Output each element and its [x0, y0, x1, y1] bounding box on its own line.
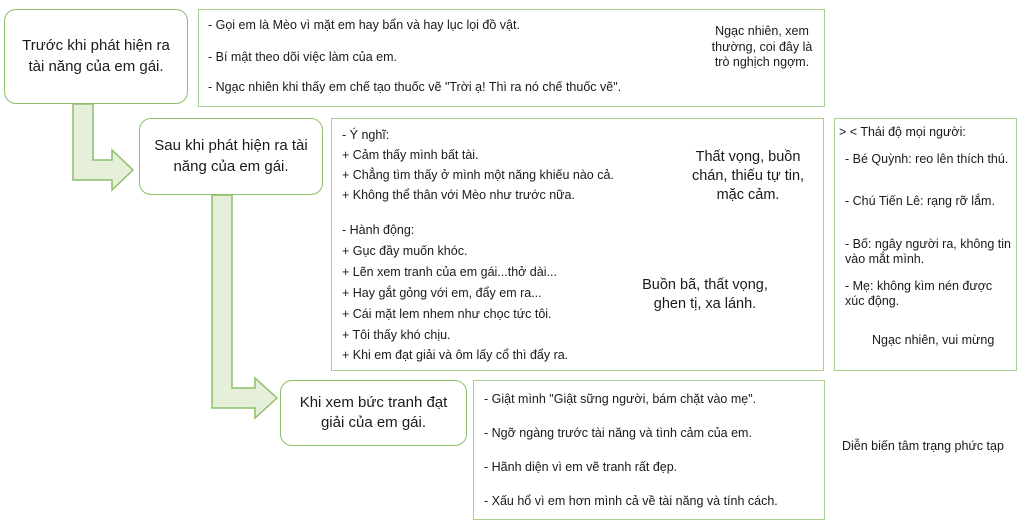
section1-item: - Bí mật theo dõi việc làm của em. [208, 50, 397, 64]
section3-item: - Giật mình "Giật sững người, bám chặt vào mẹ". [484, 392, 757, 406]
section2-content-box [331, 118, 824, 371]
attitude-item: - Chú Tiến Lê: rạng rỡ lắm. [845, 194, 995, 208]
action-item: + Hay gắt gỏng với em, đẩy em ra... [342, 286, 542, 300]
section2-label: Sau khi phát hiện ra tài năng của em gái. [154, 137, 308, 175]
section3-item: - Xấu hổ vì em hơn mình cả về tài năng và tính cách. [484, 494, 778, 508]
section1-summary: Ngạc nhiên, xem thường, coi đây là trò nghịch ngợm. [711, 24, 813, 70]
section1-content-box [198, 9, 825, 107]
section3-item: - Ngỡ ngàng trước tài năng và tình cảm của em. [484, 426, 752, 440]
attitudes-heading-text: > < Thái độ mọi người: [839, 125, 966, 139]
section3-summary: Diễn biến tâm trạng phức tạp [842, 439, 1004, 453]
section1-item: - Gọi em là Mèo vì mặt em hay bẩn và hay lục lọi đồ vật. [208, 18, 520, 32]
thoughts-heading: - Ý nghĩ: [342, 128, 390, 142]
action-item: + Tôi thấy khó chịu. [342, 328, 451, 342]
section3-label: Khi xem bức tranh đạt giải của em gái. [299, 393, 448, 431]
action-item: + Lẽn xem tranh của em gái...thở dài... [342, 265, 557, 279]
thought-item: + Cảm thấy mình bất tài. [342, 148, 479, 162]
thought-item: + Chẳng tìm thấy ở mình một năng khiếu nào cả. [342, 168, 614, 182]
actions-heading: - Hành động: [342, 223, 415, 237]
attitude-item: - Bé Quỳnh: reo lên thích thú. [845, 152, 1009, 166]
attitudes-box [834, 118, 1017, 371]
arrow-section2-to-section3 [212, 195, 277, 418]
attitudes-heading [839, 125, 966, 139]
action-item: + Gục đầy muốn khóc. [342, 244, 468, 258]
section1-item: - Ngạc nhiên khi thấy em chế tạo thuốc vẽ "Trời ạ! Thì ra nó chế thuốc vẽ". [208, 80, 622, 94]
section1-label: Trước khi phát hiện ra tài năng của em gái. [22, 37, 170, 75]
actions-summary: Buồn bã, thất vọng, ghen tị, xa lánh. [642, 277, 768, 312]
thoughts-summary: Thất vọng, buồn chán, thiếu tự tin, mặc cảm. [691, 149, 805, 203]
attitude-item: - Mẹ: không kìm nén được xúc động. [845, 279, 993, 308]
section3-label-box [280, 380, 467, 446]
section3-content-box [473, 380, 825, 520]
arrow-section1-to-section2 [73, 104, 133, 190]
section3-item: - Hãnh diện vì em vẽ tranh rất đẹp. [484, 460, 678, 474]
action-item: + Cái mặt lem nhem như chọc tức tôi. [342, 307, 552, 321]
attitudes-conclusion: Ngạc nhiên, vui mừng [872, 333, 995, 347]
section1-label-box [4, 9, 188, 104]
action-item: + Khi em đạt giải và ôm lấy cổ thì đẩy ra. [342, 348, 569, 362]
section2-label-box [139, 118, 323, 195]
thought-item: + Không thể thân với Mèo như trước nữa. [342, 188, 575, 202]
attitude-item: - Bố: ngây người ra, không tin vào mắt mình. [845, 237, 1011, 266]
